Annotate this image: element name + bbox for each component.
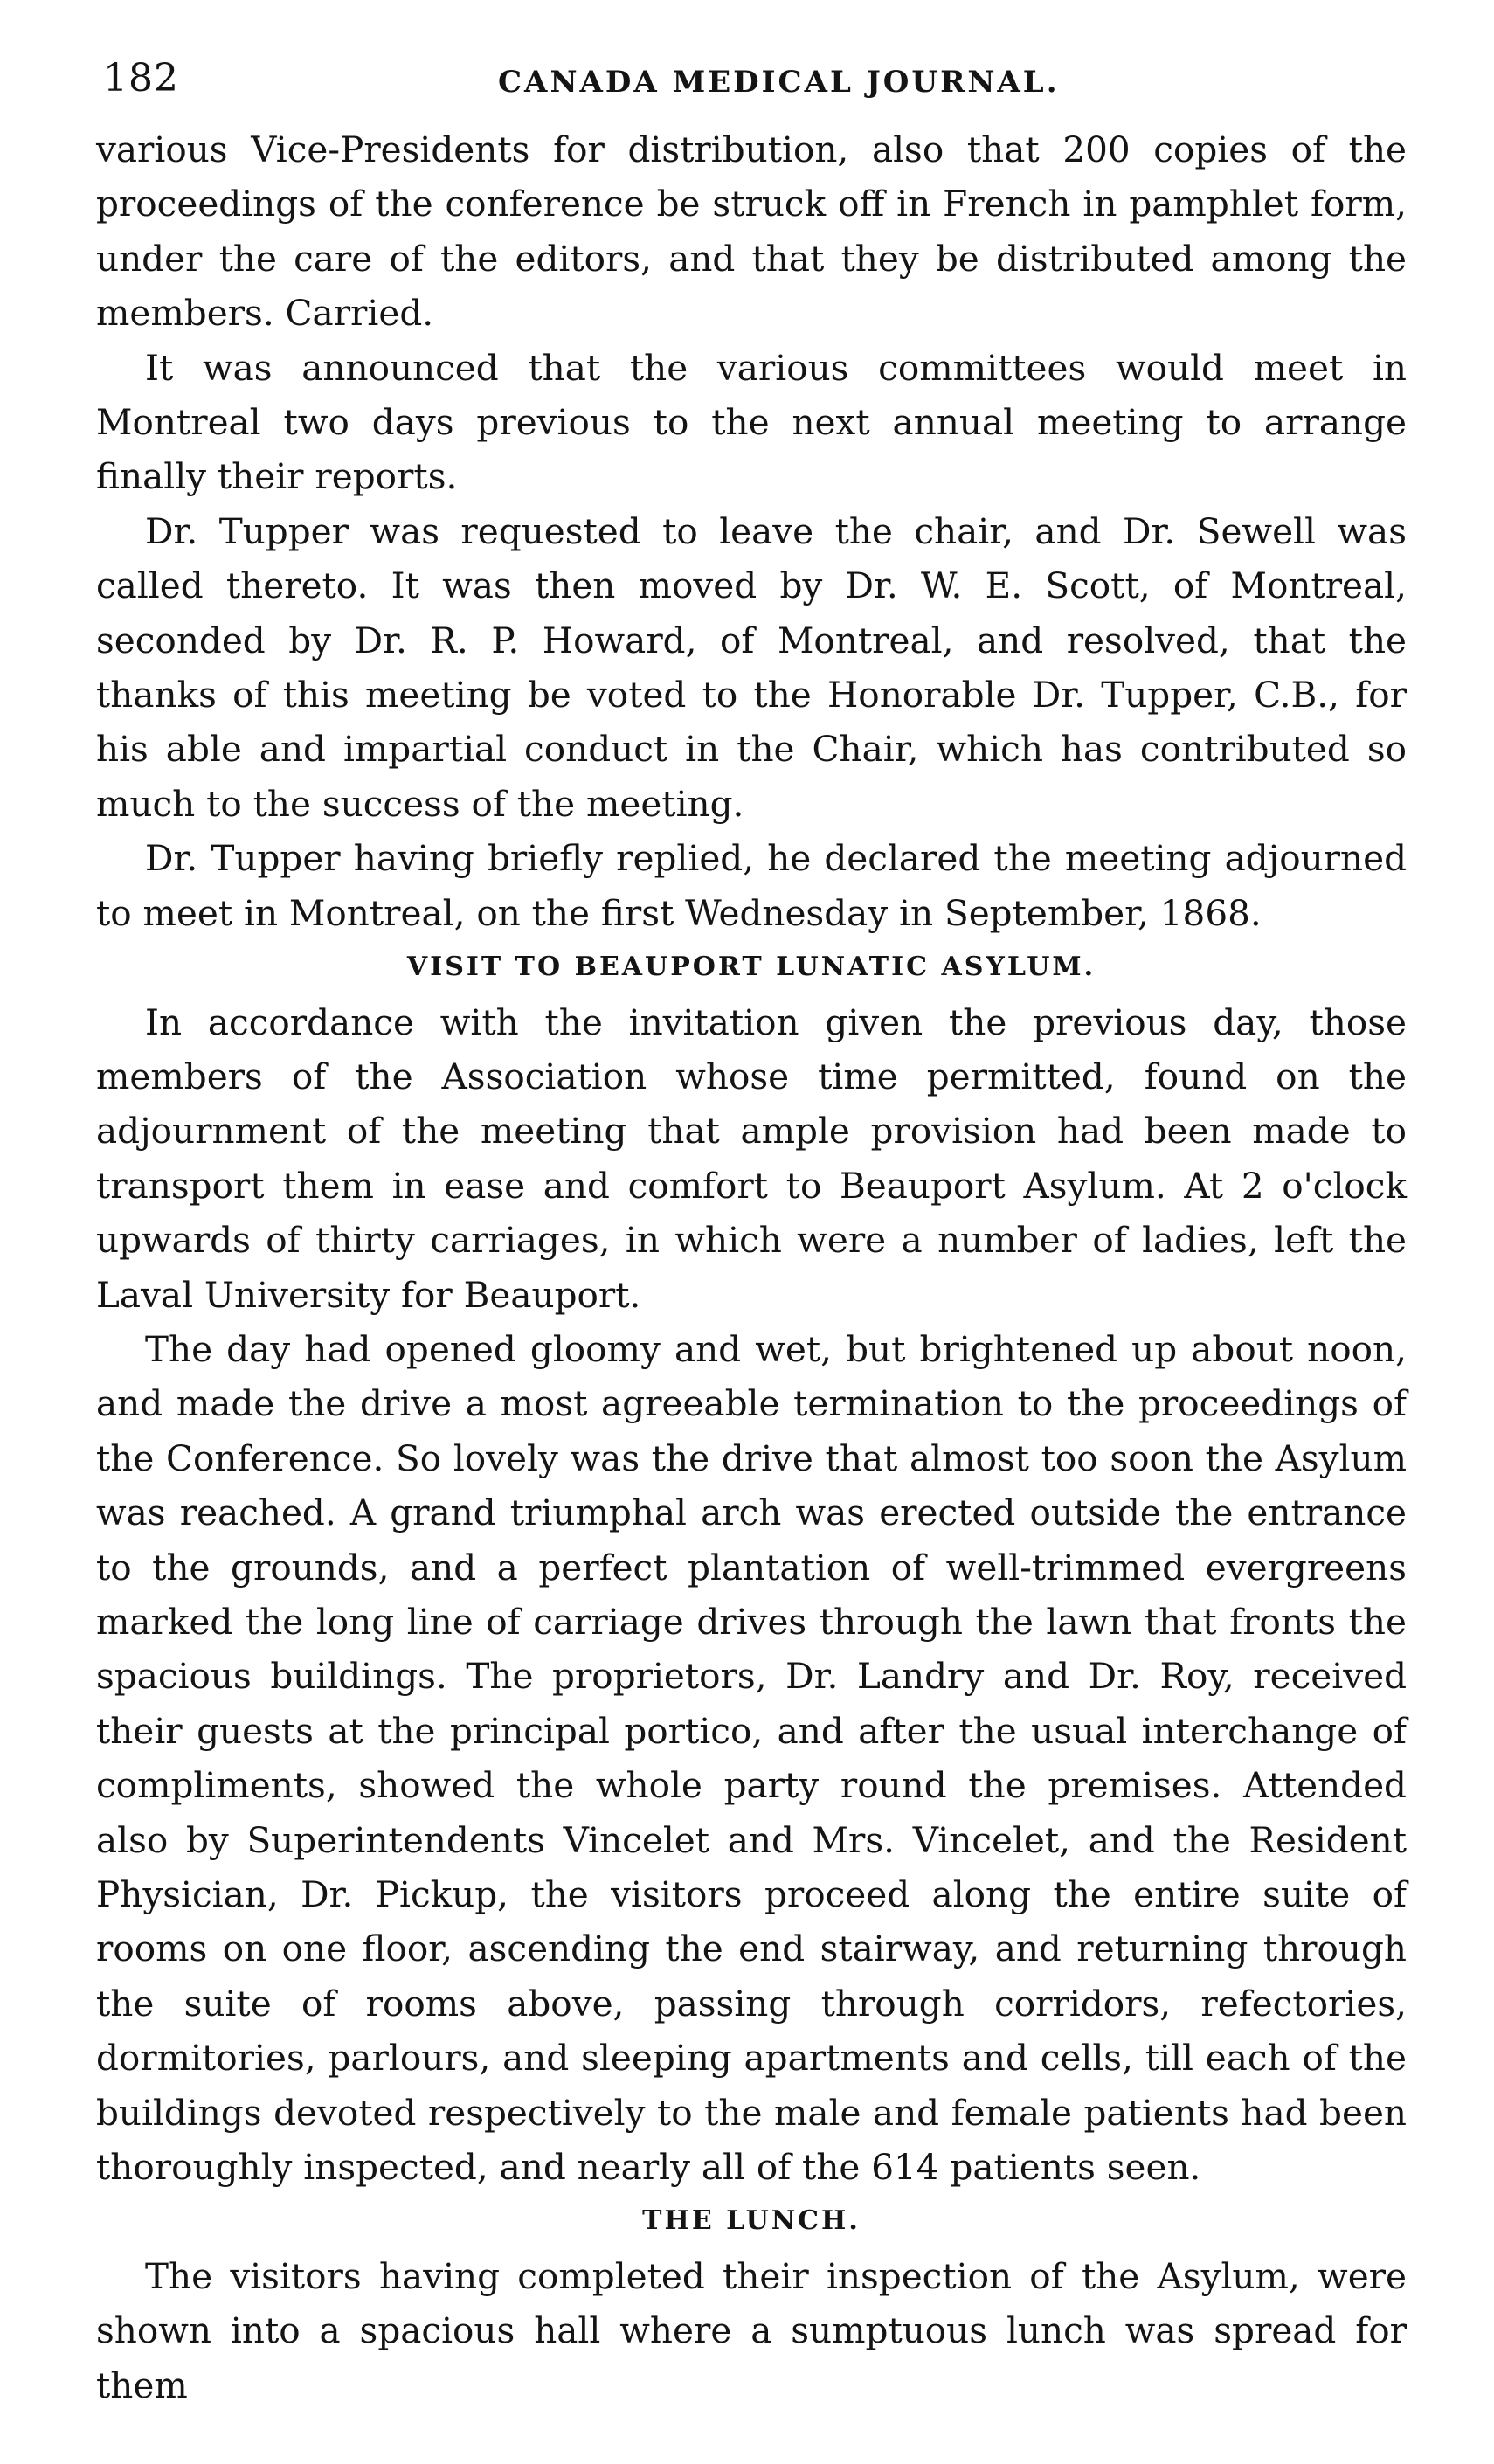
paragraph-invitation: In accordance with the invitation given the previous day, those members of the Association whose time permitted, found on the adjournment of the meeting that ample provision had been made to transport them in ease and comfort to Beauport Asylum. At 2 o'clock upwards of thirty carriages, in which were a number of ladies, left the Laval University for Beauport. — [96, 1000, 1407, 1316]
paragraph-vote-of-thanks: Dr. Tupper was requested to leave the chair, and Dr. Sewell was called thereto. It was then moved by Dr. W. E. Scott, of Montreal, seconded by Dr. R. P. Howard, of Montreal, and resolved, that the thanks of this meeting be voted to the Honorable Dr. Tupper, C.B., for his able and impartial conduct in the Chair, which has contributed so much to the success of the meeting. — [96, 509, 1407, 825]
paragraph-adjournment: Dr. Tupper having briefly replied, he declared the meeting adjourned to meet in Montreal, on the first Wednesday in September, 1868. — [96, 837, 1407, 934]
paragraph-asylum-tour: The day had opened gloomy and wet, but brightened up about noon, and made the drive a most agreeable termination to the proceedings of the Conference. So lovely was the drive that almost too soon the Asylum was reached. A grand triumphal arch was erected outside the entrance to the grounds, and a perfect plantation of well-trimmed evergreens marked the long line of carriage drives through the lawn that fronts the spacious buildings. The proprietors, Dr. Landry and Dr. Roy, received their guests at the principal portico, and after the usual interchange of compliments, showed the whole party round the premises. Attended also by Superintendents Vincelet and Mrs. Vincelet, and the Resident Physician, Dr. Pickup, the visitors proceed along the entire suite of rooms on one floor, ascending the end stairway, and returning through the suite of rooms above, passing through corridors, refectories, dormitories, parlours, and sleeping apartments and cells, till each of the buildings devoted respectively to the male and female patients had been thoroughly inspected, and nearly all of the 614 patients seen. — [96, 1327, 1407, 2189]
journal-title: CANADA MEDICAL JOURNAL. — [498, 65, 1060, 100]
body-text — [96, 122, 1407, 2412]
paragraph-lunch: The visitors having completed their inspection of the Asylum, were shown into a spacious hall where a sumptuous lunch was spread for them — [96, 2254, 1407, 2406]
paragraph-vice-presidents: various Vice-Presidents for distribution, also that 200 copies of the proceedings of the conference be struck off in French in pamphlet form, under the care of the editors, and that they be distributed among the members. Carried. — [96, 128, 1407, 335]
document-page — [96, 52, 1407, 2412]
section-heading-lunch: THE LUNCH. — [642, 2205, 861, 2237]
section-heading-visit: VISIT TO BEAUPORT LUNATIC ASYLUM. — [406, 952, 1096, 983]
page-number: 182 — [103, 56, 179, 100]
paragraph-committees: It was announced that the various committees would meet in Montreal two days previous to the next annual meeting to arrange finally their reports. — [96, 346, 1407, 498]
running-head — [96, 52, 1407, 122]
